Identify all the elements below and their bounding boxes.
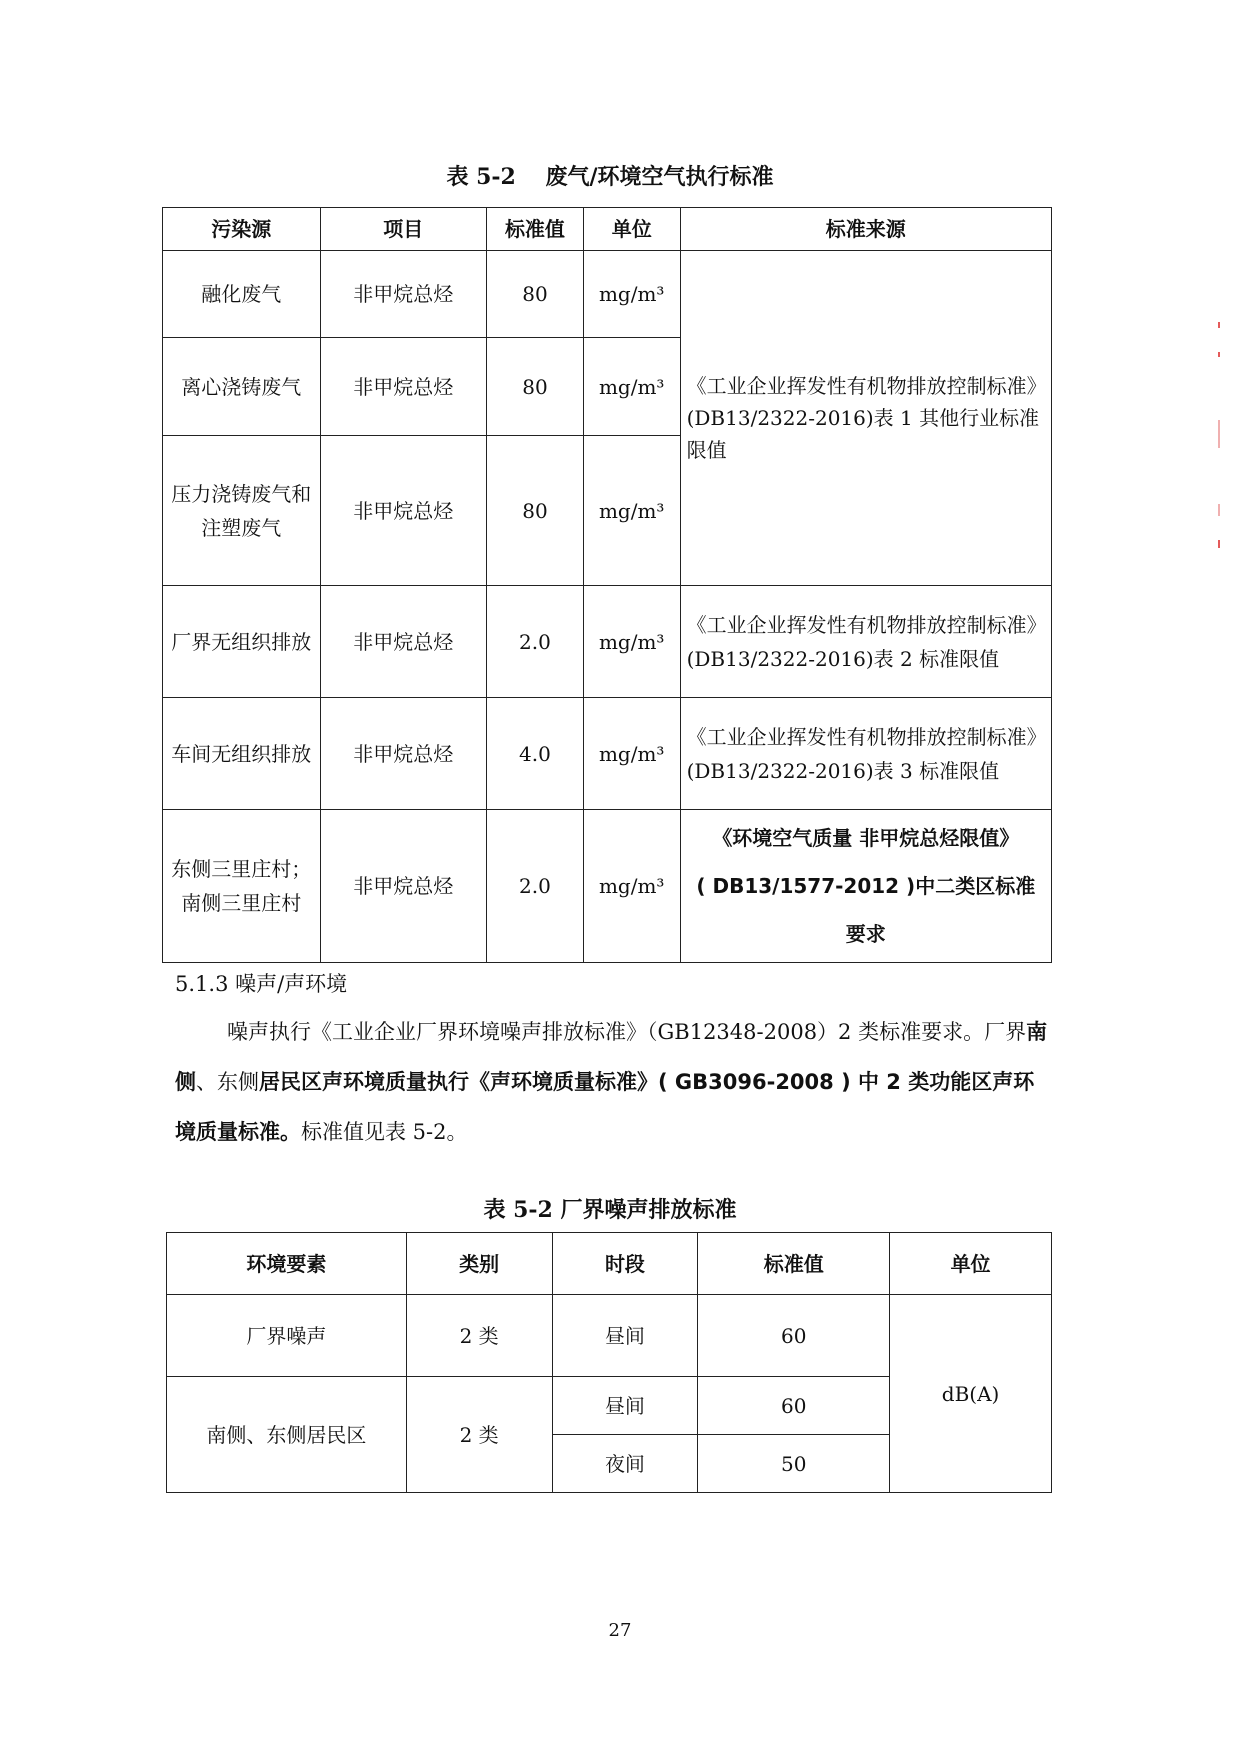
header-element: 环境要素 (167, 1233, 407, 1295)
header-standard: 标准来源 (680, 208, 1051, 251)
cell-unit: mg/m³ (583, 436, 680, 586)
header-unit: 单位 (583, 208, 680, 251)
cell-unit: dB(A) (890, 1295, 1052, 1493)
cell-value: 80 (487, 338, 584, 436)
cell-standard (680, 810, 1051, 963)
scan-mark (1218, 540, 1220, 548)
cell-standard: 《工业企业挥发性有机物排放控制标准》(DB13/2322-2016)表 2 标准限值 (680, 586, 1051, 698)
cell-source: 压力浇铸废气和注塑废气 (163, 436, 321, 586)
cell-source: 车间无组织排放 (163, 698, 321, 810)
cell-merged-standard: 《工业企业挥发性有机物排放控制标准》(DB13/2322-2016)表 1 其他行业标准限值 (680, 251, 1051, 586)
cell-element: 南侧、东侧居民区 (167, 1377, 407, 1493)
cell-value: 80 (487, 436, 584, 586)
cell-value: 2.0 (487, 810, 584, 963)
cell-period: 夜间 (552, 1435, 698, 1493)
cell-element: 厂界噪声 (167, 1295, 407, 1377)
standard-line-1: 《环境空气质量 非甲烷总烃限值》 (712, 826, 1020, 850)
para-text: 、东侧 (196, 1070, 259, 1094)
para-text: 标准值见表 5-2。 (301, 1120, 468, 1144)
table-row (163, 586, 1052, 698)
header-source: 污染源 (163, 208, 321, 251)
table-row (167, 1295, 1052, 1377)
cell-source: 厂界无组织排放 (163, 586, 321, 698)
cell-value: 60 (698, 1295, 890, 1377)
cell-source: 离心浇铸废气 (163, 338, 321, 436)
table-row (163, 810, 1052, 963)
cell-item: 非甲烷总烃 (320, 338, 487, 436)
header-item: 项目 (320, 208, 487, 251)
table-row (163, 251, 1052, 338)
header-value: 标准值 (487, 208, 584, 251)
table1-caption: 表 5-2 废气/环境空气执行标准 (446, 164, 774, 190)
cell-item: 非甲烷总烃 (320, 436, 487, 586)
table2-caption: 表 5-2 厂界噪声排放标准 (483, 1197, 737, 1223)
header-unit: 单位 (890, 1233, 1052, 1295)
exhaust-gas-standard-table (162, 207, 1052, 963)
cell-unit: mg/m³ (583, 586, 680, 698)
cell-item: 非甲烷总烃 (320, 698, 487, 810)
cell-category: 2 类 (406, 1295, 552, 1377)
cell-value: 2.0 (487, 586, 584, 698)
cell-value: 80 (487, 251, 584, 338)
cell-item: 非甲烷总烃 (320, 251, 487, 338)
cell-period: 昼间 (552, 1377, 698, 1435)
noise-standard-table (166, 1232, 1052, 1493)
cell-value: 50 (698, 1435, 890, 1493)
cell-category: 2 类 (406, 1377, 552, 1493)
scan-mark (1218, 504, 1220, 516)
cell-unit: mg/m³ (583, 338, 680, 436)
scan-mark (1218, 420, 1220, 448)
cell-value: 4.0 (487, 698, 584, 810)
para-text-bold: 南侧 (175, 1020, 1048, 1094)
cell-source: 融化废气 (163, 251, 321, 338)
para-text: 噪声执行《工业企业厂界环境噪声排放标准》（GB12348-2008）2 类标准要求。厂界 (227, 1020, 1027, 1044)
header-value: 标准值 (698, 1233, 890, 1295)
table-row (163, 698, 1052, 810)
page-number: 27 (608, 1620, 632, 1641)
cell-unit: mg/m³ (583, 251, 680, 338)
table-header-row (163, 208, 1052, 251)
table-header-row (167, 1233, 1052, 1295)
scan-mark (1218, 322, 1220, 328)
para-text-bold: 居民区声环境质量执行《声环境质量标准》( GB3096-2008 ) 中 2 类功能区声环境质量标准。 (175, 1070, 1035, 1144)
noise-paragraph (175, 1007, 1055, 1157)
cell-item: 非甲烷总烃 (320, 586, 487, 698)
cell-unit: mg/m³ (583, 698, 680, 810)
cell-value: 60 (698, 1377, 890, 1435)
standard-line-2: ( DB13/1577-2012 )中二类区标准要求 (696, 874, 1036, 946)
cell-source: 东侧三里庄村；南侧三里庄村 (163, 810, 321, 963)
cell-period: 昼间 (552, 1295, 698, 1377)
header-period: 时段 (552, 1233, 698, 1295)
scan-mark (1218, 352, 1220, 357)
header-category: 类别 (406, 1233, 552, 1295)
cell-unit: mg/m³ (583, 810, 680, 963)
section-heading: 5.1.3 噪声/声环境 (175, 972, 348, 996)
cell-standard: 《工业企业挥发性有机物排放控制标准》(DB13/2322-2016)表 3 标准限值 (680, 698, 1051, 810)
cell-item: 非甲烷总烃 (320, 810, 487, 963)
